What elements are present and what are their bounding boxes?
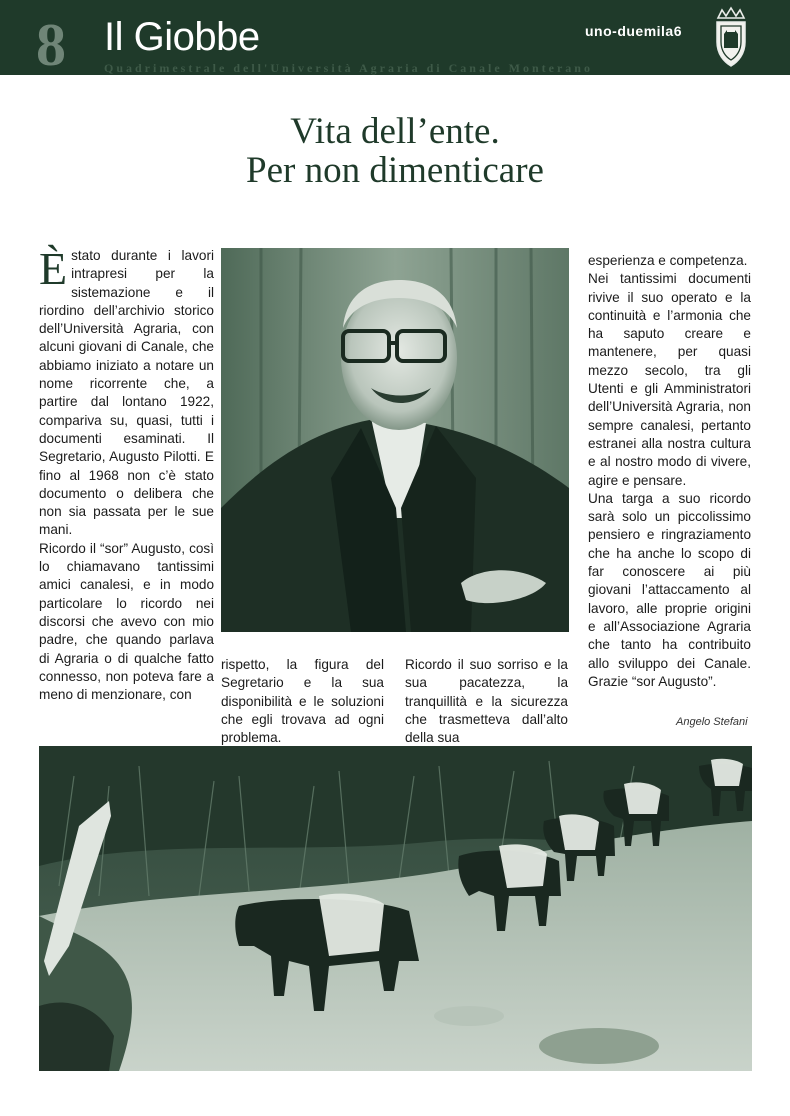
portrait-photo-image bbox=[221, 248, 569, 632]
paragraph: esperienza e competenza. bbox=[588, 253, 748, 268]
paragraph: rispetto, la figura del Segretario e la sua disponibilità e le soluzioni che egli trovava ad ogni problema. bbox=[221, 657, 384, 746]
paragraph: Ricordo il suo sorriso e la sua pacatezza, la tranquillità e la sicurezza che trasmetteva dall’alto della sua bbox=[405, 657, 568, 746]
magazine-subtitle: Quadrimestrale dell'Università Agraria di Canale Monterano bbox=[104, 61, 593, 75]
portrait-photo bbox=[221, 248, 569, 632]
article-column-2 bbox=[221, 656, 384, 747]
paragraph bbox=[39, 243, 214, 540]
mules-river-photo-image bbox=[39, 746, 752, 1071]
paragraph: Una targa a suo ricordo sarà solo un piccolissimo pensiero e ringraziamento che ha anche lo scopo di far conoscere ai più giovani l’attaccamento al lavoro, alle proprie origini e all’Associazione Agraria che tanto ha contribuito allo sviluppo dei Canale. Grazie “sor Augusto”. bbox=[588, 490, 751, 689]
page-number: 8 bbox=[36, 12, 66, 75]
article-title-line-2: Per non dimenticare bbox=[246, 150, 544, 191]
author-signature: Angelo Stefani bbox=[676, 716, 748, 728]
drop-cap: È bbox=[39, 243, 68, 294]
article-column-4 bbox=[588, 252, 751, 691]
article-column-3 bbox=[405, 656, 568, 747]
article-column-1 bbox=[39, 243, 214, 704]
issue-label: uno-duemila6 bbox=[585, 23, 683, 39]
magazine-title: Il Giobbe bbox=[104, 15, 260, 59]
coat-of-arms-icon bbox=[708, 4, 754, 70]
mules-river-photo bbox=[39, 746, 752, 1071]
article-title-line-1: Vita dell’ente. bbox=[290, 111, 500, 152]
paragraph: Ricordo il “sor” Augusto, così lo chiamavano tantissimi amici canalesi, e in modo particolare lo ricordo nei discorsi che avevo con mio padre, che quando parlava di Agraria o di qualche fatto connesso, non poteva fare a meno di menzionare, con bbox=[39, 540, 214, 703]
paragraph-text: stato durante i lavori intrapresi per la sistemazione e il riordino dell’archivio storico dell’Università Agraria, con alcuni giovani di Canale, che abbiamo iniziato a notare un nome ricorrente che, a partire dal lontano 1922, compariva su, quasi, tutti i documenti esaminati. Il Segretario, Augusto Pilotti. E fino al 1968 non c’è stato documento o delibera che non sia passata per le sue mani. bbox=[39, 248, 214, 538]
masthead bbox=[0, 0, 790, 75]
paragraph: Nei tantissimi documenti rivive il suo operato e la continuità e l’armonia che ha saputo creare e mantenere, per quasi mezzo secolo, tra gli Utenti e gli Amministratori dell’Università Agraria, non sempre canalesi, pertanto estranei alla nostra cultura e al nostro modo di vivere, agire e pensare. bbox=[588, 271, 751, 488]
